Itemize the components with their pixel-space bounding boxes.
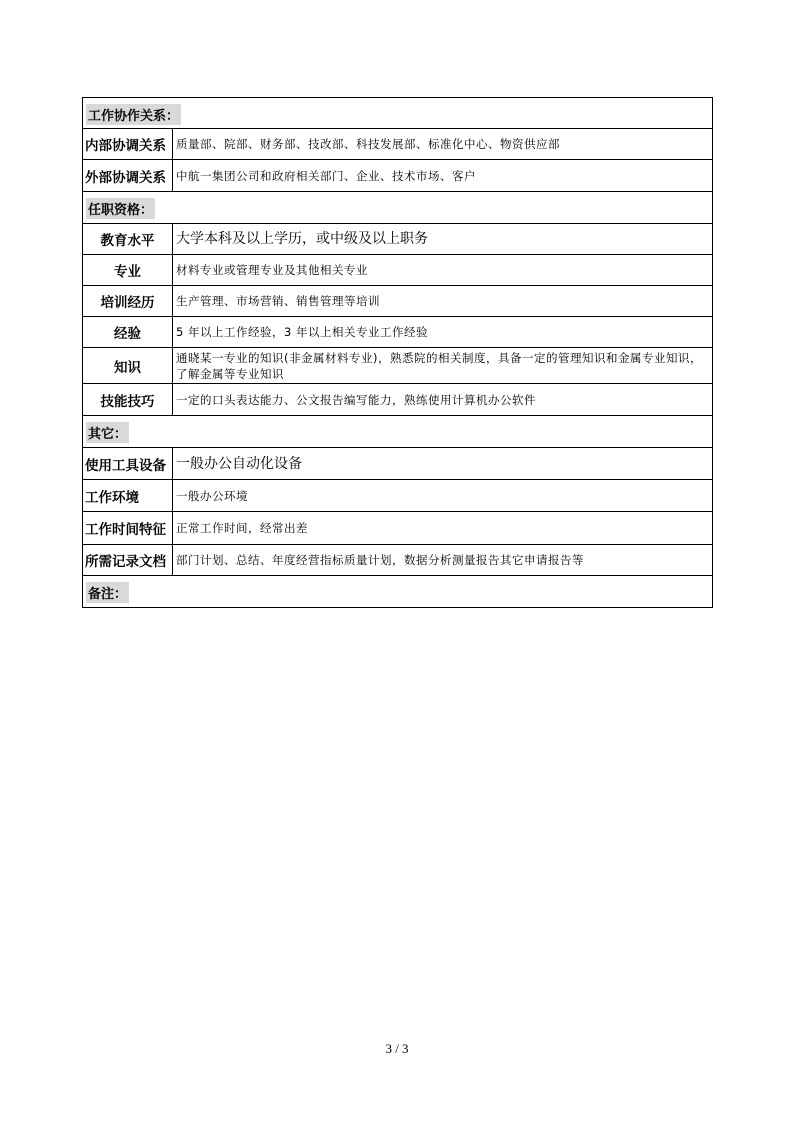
section-title: 其它： <box>86 422 129 443</box>
page-number: 3 / 3 <box>385 1041 409 1056</box>
row-label: 教育水平 <box>83 224 173 254</box>
row-value: 通晓某一专业的知识(非金属材料专业)，熟悉院的相关制度，具备一定的管理知识和金属专业知识，了解金属等专业知识 <box>176 350 702 381</box>
row-experience <box>83 317 712 348</box>
row-training <box>83 286 712 317</box>
row-value: 大学本科及以上学历，或中级及以上职务 <box>176 231 428 247</box>
row-external-coordination <box>83 160 712 192</box>
row-documents <box>83 545 712 576</box>
row-major <box>83 255 712 286</box>
row-label: 工作时间特征 <box>83 512 173 544</box>
section-title: 工作协作关系： <box>86 104 181 125</box>
row-value: 正常工作时间，经常出差 <box>176 521 308 535</box>
row-work-time <box>83 512 712 545</box>
row-knowledge <box>83 348 712 384</box>
row-value: 5 年以上工作经验，3 年以上相关专业工作经验 <box>176 325 428 339</box>
row-label: 工作环境 <box>83 480 173 511</box>
row-label: 所需记录文档 <box>83 545 173 575</box>
row-education <box>83 224 712 255</box>
row-skills <box>83 384 712 416</box>
row-value: 一般办公自动化设备 <box>176 455 302 472</box>
section-other-header <box>83 416 712 448</box>
section-cooperation-header <box>83 98 712 129</box>
row-label: 知识 <box>83 348 173 383</box>
row-value: 一定的口头表达能力、公文报告编写能力，熟练使用计算机办公软件 <box>176 392 536 407</box>
row-value: 一般办公环境 <box>176 488 248 503</box>
row-label: 专业 <box>83 255 173 285</box>
section-title: 备注： <box>86 582 129 603</box>
job-description-table <box>82 97 713 608</box>
row-tools <box>83 448 712 480</box>
row-value: 部门计划、总结、年度经营指标质量计划，数据分析测量报告其它申请报告等 <box>176 553 584 567</box>
row-value: 生产管理、市场营销、销售管理等培训 <box>176 294 380 308</box>
section-remarks-header <box>83 576 712 607</box>
row-label: 经验 <box>83 317 173 347</box>
row-label: 外部协调关系 <box>83 160 173 191</box>
row-value: 材料专业或管理专业及其他相关专业 <box>176 263 368 277</box>
row-environment <box>83 480 712 512</box>
section-title: 任职资格： <box>86 198 155 219</box>
row-label: 内部协调关系 <box>83 129 173 159</box>
row-internal-coordination <box>83 129 712 160</box>
row-label: 技能技巧 <box>83 384 173 415</box>
row-label: 使用工具设备 <box>83 448 173 479</box>
row-value: 质量部、院部、财务部、技改部、科技发展部、标准化中心、物资供应部 <box>176 137 560 151</box>
row-value: 中航一集团公司和政府相关部门、企业、技术市场、客户 <box>176 168 476 183</box>
row-label: 培训经历 <box>83 286 173 316</box>
section-qualifications-header <box>83 192 712 224</box>
